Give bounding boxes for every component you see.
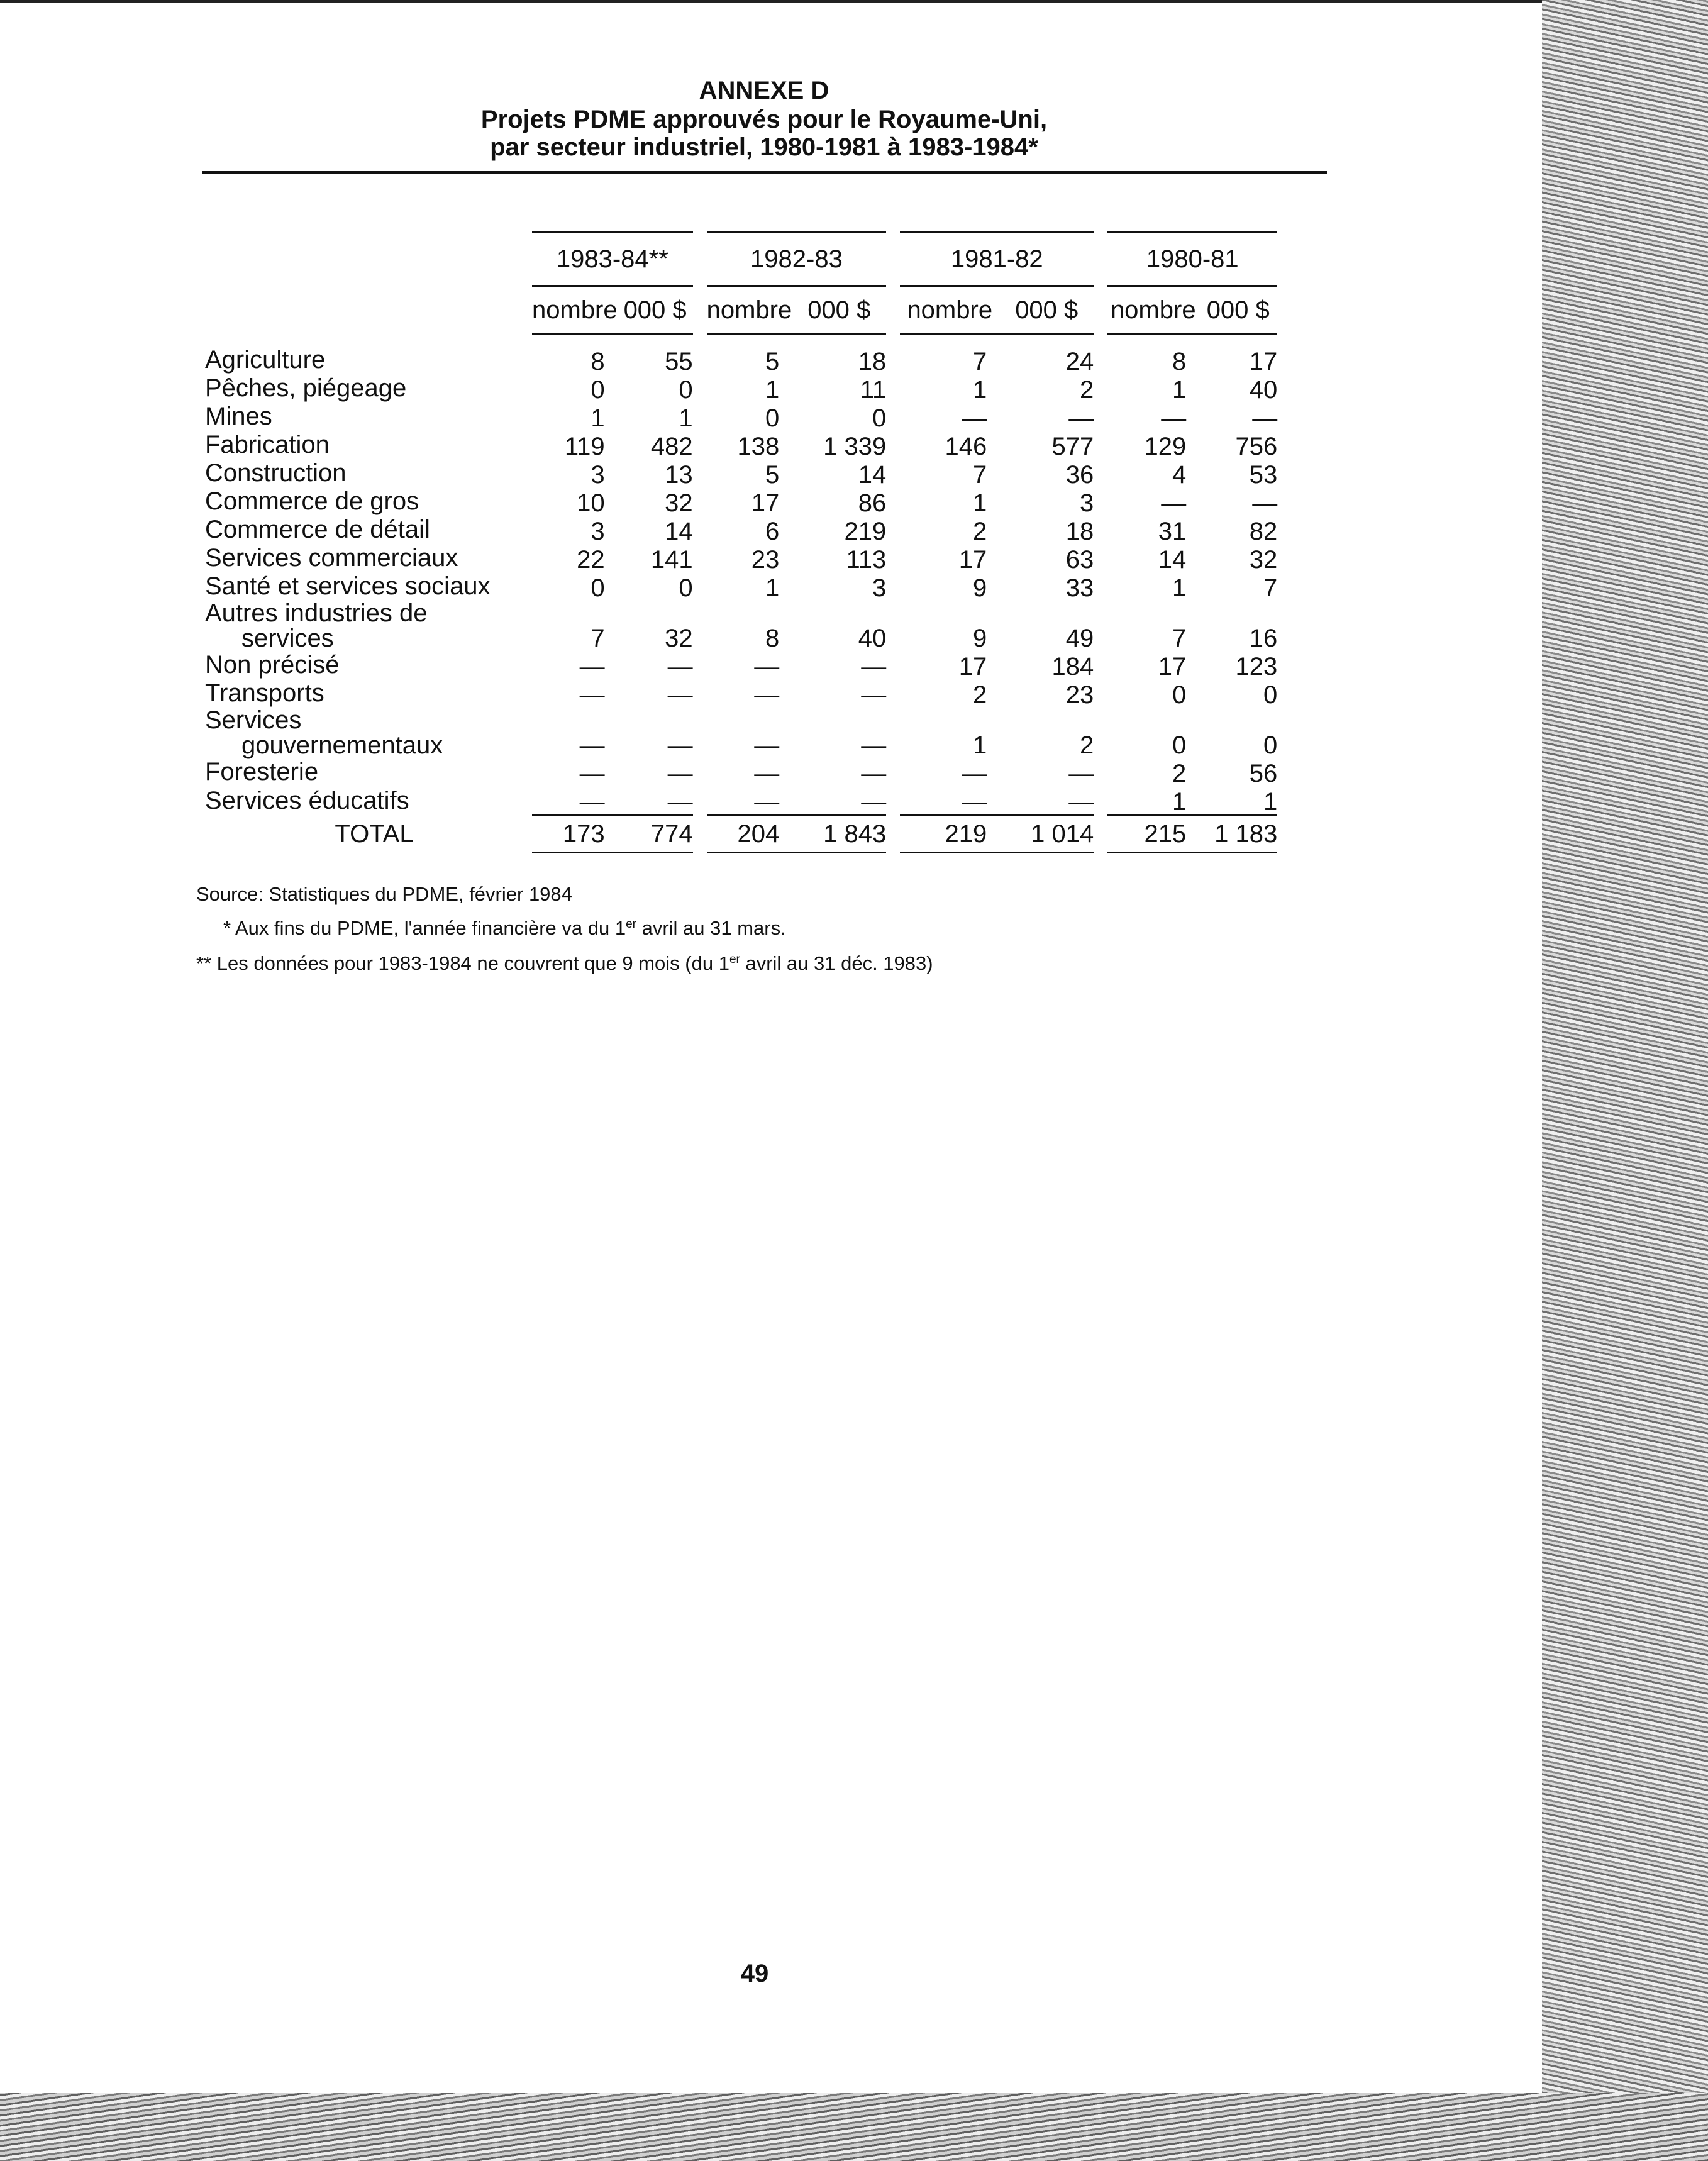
total-cell: 1 843 (792, 815, 886, 852)
table-cell: 113 (846, 545, 887, 574)
table-cell: — (579, 759, 605, 787)
table-cell: 7 (1263, 574, 1278, 602)
table-cell: 8 (1172, 347, 1187, 375)
table-cell: 8 (765, 624, 780, 652)
sector-label: Fabrication (205, 431, 330, 458)
unit-header: 000 $ (999, 286, 1094, 335)
table-cell: 3 (591, 517, 605, 545)
total-label: TOTAL (335, 819, 414, 848)
table-row (205, 403, 1277, 431)
table-cell: — (754, 652, 780, 681)
table-cell: — (579, 652, 605, 681)
table-cell: — (1252, 489, 1278, 517)
table-cell: 17 (751, 489, 780, 517)
table-cell: 141 (650, 545, 693, 574)
sector-label: Commerce de détail (205, 516, 430, 543)
table-cell: 3 (591, 460, 605, 489)
table-cell: 5 (765, 460, 780, 489)
table-cell: 0 (679, 375, 693, 404)
table-row (205, 544, 1277, 572)
table-cell: 7 (591, 624, 605, 652)
table-cell: — (962, 759, 987, 787)
table-cell: 2 (1172, 759, 1187, 787)
table-cell: 24 (1065, 347, 1094, 375)
sector-label: Autres industries de services (205, 599, 428, 652)
table-cell: 5 (765, 347, 780, 375)
table-cell: 1 (765, 375, 780, 404)
footnote-partial-year: ** Les données pour 1983-1984 ne couvrent que 9 mois (du 1er avril au 31 déc. 1983) (196, 952, 933, 974)
table-cell: — (667, 759, 693, 787)
table-cell: — (861, 731, 887, 759)
annex-label: ANNEXE D (699, 77, 829, 104)
table-cell: 0 (591, 574, 605, 602)
year-header: 1980-81 (1107, 233, 1277, 286)
year-header: 1981-82 (900, 233, 1094, 286)
table-cell: 63 (1065, 545, 1094, 574)
table-cell: 1 (765, 574, 780, 602)
scan-binding-edge-bottom (0, 2093, 1708, 2161)
table-cell: 1 (1172, 574, 1187, 602)
table-cell: 1 (1263, 787, 1278, 816)
table-row (205, 346, 1277, 374)
table-cell: 123 (1235, 652, 1278, 681)
table-cell: 22 (577, 545, 605, 574)
sector-label: Agriculture (205, 346, 326, 374)
table-cell: 2 (973, 517, 987, 545)
table-cell: 3 (1080, 489, 1094, 517)
unit-header: nombre (1107, 286, 1199, 335)
title-rule (202, 171, 1327, 174)
table-cell: 23 (751, 545, 780, 574)
table-cell: 138 (737, 432, 780, 460)
table-row (205, 431, 1277, 459)
table-cell: 1 (973, 489, 987, 517)
table-cell: 1 (679, 404, 693, 432)
projects-table (205, 231, 1277, 853)
sector-label: Pêches, piégeage (205, 374, 407, 402)
table-row (205, 679, 1277, 708)
table-body (205, 346, 1277, 853)
table-cell: — (667, 787, 693, 816)
table-row (205, 601, 1277, 651)
total-cell: 1 183 (1199, 815, 1277, 852)
table-cell: — (962, 787, 987, 816)
total-cell: 219 (900, 815, 999, 852)
page-number: 49 (740, 1960, 769, 1987)
footnote-fiscal-year: * Aux fins du PDME, l'année financière va du 1er avril au 31 mars. (223, 917, 786, 939)
table-cell: 0 (1172, 731, 1187, 759)
document-title-line2: par secteur industriel, 1980-1981 à 1983-1984* (490, 133, 1038, 161)
year-header-row (205, 233, 1277, 286)
table-cell: 577 (1051, 432, 1094, 460)
sector-label: Mines (205, 403, 272, 430)
table-cell: — (1161, 404, 1187, 432)
table-cell: — (754, 681, 780, 709)
table-cell: 0 (1172, 681, 1187, 709)
table-cell: 7 (1172, 624, 1187, 652)
sector-label: Services commerciaux (205, 544, 458, 572)
table-cell: 129 (1144, 432, 1187, 460)
table-cell: 6 (765, 517, 780, 545)
table-cell: 8 (591, 347, 605, 375)
unit-header: 000 $ (792, 286, 886, 335)
table-cell: — (1252, 404, 1278, 432)
table-cell: — (861, 652, 887, 681)
table-cell: — (1068, 759, 1094, 787)
table-cell: 0 (765, 404, 780, 432)
table-cell: 7 (973, 347, 987, 375)
table-cell: 14 (858, 460, 887, 489)
table-cell: 10 (577, 489, 605, 517)
unit-header: nombre (707, 286, 792, 335)
table-row (205, 572, 1277, 601)
table-cell: 184 (1051, 652, 1094, 681)
table-cell: 14 (665, 517, 693, 545)
table-cell: 1 339 (823, 432, 887, 460)
table-cell: — (962, 404, 987, 432)
table-row (205, 459, 1277, 487)
table-cell: 17 (1249, 347, 1278, 375)
table-cell: — (1068, 404, 1094, 432)
table-cell: 23 (1065, 681, 1094, 709)
table-cell: 0 (1263, 681, 1278, 709)
table-cell: — (667, 652, 693, 681)
sector-label: Services gouvernementaux (205, 706, 443, 759)
table-cell: 219 (844, 517, 887, 545)
table-cell: 17 (1158, 652, 1187, 681)
table-cell: — (754, 731, 780, 759)
table-cell: 9 (973, 624, 987, 652)
sector-label: Commerce de gros (205, 487, 419, 515)
table-cell: 49 (1065, 624, 1094, 652)
table-cell: 17 (958, 545, 987, 574)
table-cell: 2 (1080, 375, 1094, 404)
table-row (205, 708, 1277, 758)
table-cell: — (861, 787, 887, 816)
total-cell: 173 (532, 815, 618, 852)
total-cell: 215 (1107, 815, 1199, 852)
source-note: Source: Statistiques du PDME, février 1984 (196, 883, 572, 905)
table-cell: 11 (860, 375, 887, 404)
table-cell: 1 (1172, 787, 1187, 816)
table-cell: — (667, 731, 693, 759)
table-row (205, 487, 1277, 516)
table-cell: 18 (858, 347, 887, 375)
table-cell: 2 (973, 681, 987, 709)
table-cell: 146 (945, 432, 987, 460)
table-cell: 119 (564, 432, 605, 460)
unit-header: 000 $ (618, 286, 693, 335)
table-cell: 3 (872, 574, 887, 602)
table-cell: — (861, 759, 887, 787)
table-cell: — (861, 681, 887, 709)
table-cell: 32 (1249, 545, 1278, 574)
table-cell: — (1161, 489, 1187, 517)
table-cell: 86 (858, 489, 887, 517)
table-cell: 56 (1249, 759, 1278, 787)
table-cell: 31 (1158, 517, 1187, 545)
table-cell: — (1068, 787, 1094, 816)
table-cell: 33 (1065, 574, 1094, 602)
year-header: 1982-83 (707, 233, 887, 286)
table-cell: 4 (1172, 460, 1187, 489)
table-cell: 0 (591, 375, 605, 404)
document-title-line1: Projets PDME approuvés pour le Royaume-Uni, (480, 106, 1048, 133)
sector-label: Transports (205, 679, 324, 707)
table-cell: 1 (973, 731, 987, 759)
table-cell: 2 (1080, 731, 1094, 759)
total-cell: 1 014 (999, 815, 1094, 852)
unit-header: 000 $ (1199, 286, 1277, 335)
total-cell: 774 (618, 815, 693, 852)
table-cell: 9 (973, 574, 987, 602)
table-total-row (205, 815, 1277, 852)
table-row (205, 651, 1277, 679)
table-cell: — (579, 731, 605, 759)
table-row (205, 516, 1277, 544)
row-label-header (205, 233, 532, 286)
table-cell: 0 (679, 574, 693, 602)
table-row (205, 758, 1277, 786)
table-cell: — (579, 681, 605, 709)
unit-header: nombre (532, 286, 618, 335)
table-cell: 16 (1249, 624, 1278, 652)
table-cell: 32 (665, 489, 693, 517)
table-cell: 32 (665, 624, 693, 652)
table-cell: 1 (591, 404, 605, 432)
sector-label: Foresterie (205, 758, 319, 786)
unit-header-row (205, 286, 1277, 335)
table-row (205, 374, 1277, 403)
table-cell: 14 (1158, 545, 1187, 574)
table-cell: 82 (1249, 517, 1278, 545)
table-cell: — (667, 681, 693, 709)
table-cell: 36 (1065, 460, 1094, 489)
scan-top-edge (0, 0, 1542, 3)
sector-label: Santé et services sociaux (205, 572, 491, 600)
table-cell: 0 (872, 404, 887, 432)
table-cell: 40 (1249, 375, 1278, 404)
table-cell: 756 (1235, 432, 1278, 460)
sector-label: Construction (205, 459, 347, 487)
scan-binding-edge-right (1542, 0, 1708, 2161)
table-cell: — (579, 787, 605, 816)
table-cell: 53 (1249, 460, 1278, 489)
table-cell: 7 (973, 460, 987, 489)
table-cell: 17 (958, 652, 987, 681)
year-header: 1983-84** (532, 233, 693, 286)
table-row (205, 786, 1277, 816)
table-cell: — (754, 787, 780, 816)
table-cell: 1 (973, 375, 987, 404)
table-cell: 0 (1263, 731, 1278, 759)
total-cell: 204 (707, 815, 792, 852)
table-cell: 55 (665, 347, 693, 375)
sector-label: Non précisé (205, 651, 340, 679)
table-cell: 13 (665, 460, 693, 489)
sector-label: Services éducatifs (205, 786, 409, 814)
table-cell: 18 (1065, 517, 1094, 545)
unit-header: nombre (900, 286, 999, 335)
table-cell: 482 (650, 432, 693, 460)
table-cell: 1 (1172, 375, 1187, 404)
table-cell: 40 (858, 624, 887, 652)
table-cell: — (754, 759, 780, 787)
